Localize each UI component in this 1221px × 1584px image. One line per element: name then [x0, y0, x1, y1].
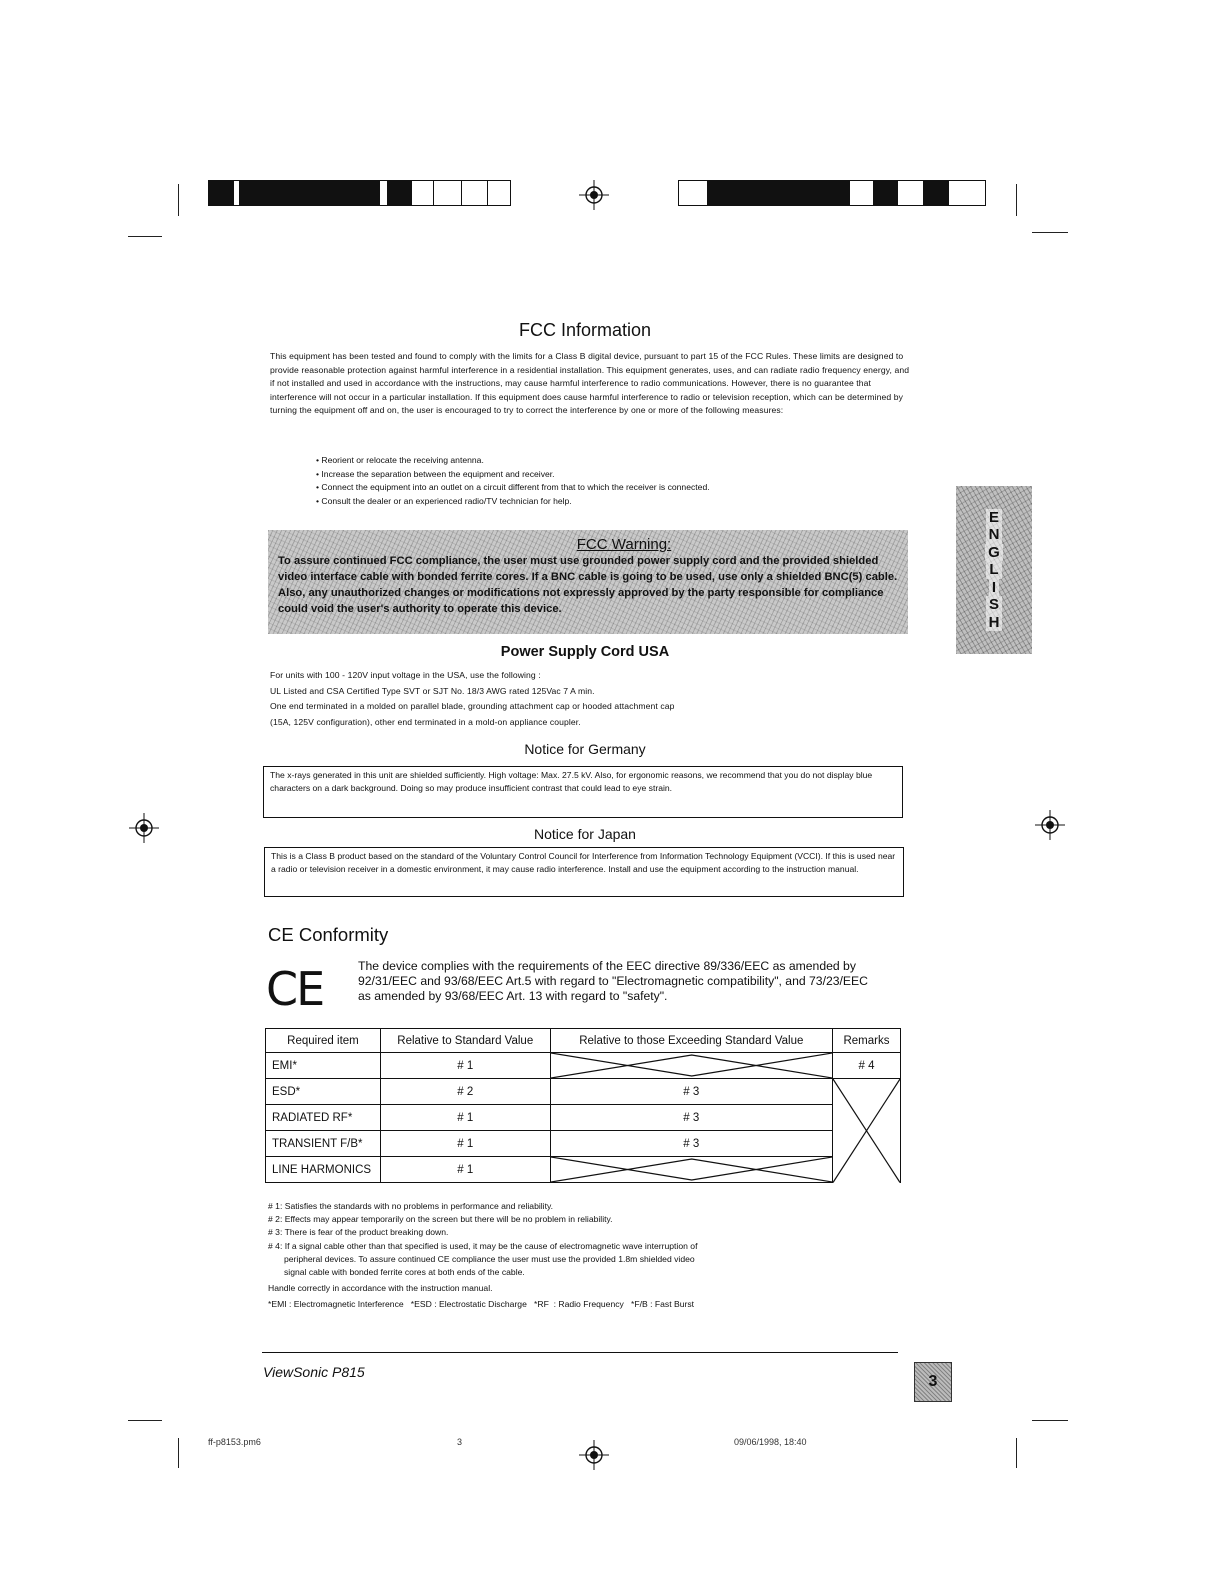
fcc-warning-title: FCC Warning: — [576, 536, 672, 553]
table-header: Relative to Standard Value — [380, 1029, 550, 1053]
side-tab-letter: S — [986, 596, 1002, 614]
footer-divider — [262, 1352, 898, 1353]
ce-text: The device complies with the requirements of the EEC directive 89/336/EEC as amended by 92/31/EEC and 93/68/EEC Art.5 with regard to "Electromagnetic compatibility", and 73/23/EEC as amended by 93/68/EEC Art. 13 with regard to "safety". — [358, 959, 868, 1003]
list-item: • Consult the dealer or an experienced radio/TV technician for help. — [316, 495, 896, 509]
table-cell: # 4 — [833, 1053, 901, 1079]
table-cell: # 3 — [550, 1131, 832, 1157]
germany-title: Notice for Germany — [524, 741, 646, 757]
abbreviations: *EMI : Electromagnetic Interference *ESD : Electrostatic Discharge *RF : Radio Frequency *F/B : Fast Burst — [268, 1299, 695, 1310]
ce-title: CE Conformity — [268, 924, 389, 945]
handle-note: Handle correctly in accordance with the instruction manual. — [268, 1283, 493, 1294]
table-row — [266, 1079, 901, 1105]
note-item: peripheral devices. To assure continued CE compliance the user must use the provided 1.8m shielded video — [284, 1253, 695, 1264]
side-tab-letter: I — [989, 579, 999, 597]
crop-mark — [1032, 232, 1068, 233]
japan-notice-box: This is a Class B product based on the standard of the Voluntary Control Council for Interference from Information Technology Equipment (VCCI). If this is used near a radio or television receiver in a domestic environment, it may cause radio interference. Install and use the equipment according to the instruction manual. — [264, 847, 904, 897]
not-applicable-cell — [833, 1079, 901, 1183]
power-line: (15A, 125V configuration), other end terminated in a mold-on appliance coupler. — [270, 716, 581, 727]
table-header-row — [266, 1029, 901, 1053]
not-applicable-cell — [550, 1053, 832, 1079]
registration-target-icon — [579, 1440, 609, 1470]
fcc-measures-list — [316, 454, 896, 508]
table-header: Remarks — [833, 1029, 901, 1053]
crop-mark — [178, 184, 179, 216]
japan-title: Notice for Japan — [534, 826, 636, 842]
note-item: # 3: There is fear of the product breaking down. — [268, 1227, 449, 1238]
fcc-warning-text: To assure continued FCC compliance, the user must use grounded power supply cord and the provided shielded video interface cable with bonded ferrite cores. If a BNC cable is going to be used, use only a shielded BNC(5) cable. Also, any unauthorized changes or modifications not expressly approved by the party responsible for compliance could void the user's authority to operate this device. — [278, 555, 898, 615]
list-item: • Reorient or relocate the receiving antenna. — [316, 454, 896, 468]
table-cell: EMI* — [266, 1053, 381, 1079]
crop-mark — [1032, 1420, 1068, 1421]
registration-target-icon — [1035, 810, 1065, 840]
table-row — [266, 1053, 901, 1079]
not-applicable-cell — [550, 1157, 832, 1183]
crop-mark — [128, 1420, 162, 1421]
list-item: • Connect the equipment into an outlet on a circuit different from that to which the receiver is connected. — [316, 481, 896, 495]
side-tab-letter: N — [986, 526, 1003, 544]
list-item: • Increase the separation between the equipment and receiver. — [316, 468, 896, 482]
crop-mark — [128, 236, 162, 237]
language-tab-english — [956, 486, 1032, 654]
ce-logo: CE — [266, 962, 324, 1016]
table-cell: # 2 — [380, 1079, 550, 1105]
table-cell: # 1 — [380, 1131, 550, 1157]
slug-date: 09/06/1998, 18:40 — [734, 1437, 807, 1447]
power-line: One end terminated in a molded on parallel blade, grounding attachment cap or hooded attachment cap — [270, 701, 675, 711]
table-row — [266, 1105, 901, 1131]
registration-bar-right — [678, 180, 986, 206]
brand-model: ViewSonic P815 — [263, 1364, 365, 1380]
table-cell: TRANSIENT F/B* — [266, 1131, 381, 1157]
fcc-warning-box — [268, 530, 908, 634]
registration-target-icon — [579, 180, 609, 210]
table-cell: # 1 — [380, 1105, 550, 1131]
table-cell: # 3 — [550, 1105, 832, 1131]
fcc-intro: This equipment has been tested and found to comply with the limits for a Class B digital device, pursuant to part 15 of the FCC Rules. These limits are designed to provide reasonable protection against harmful interference in a residential installation. This equipment generates, uses, and can radiate radio frequency energy, and if not installed and used in accordance with the instructions, may cause harmful interference to radio communications. However, there is no guarantee that interference will not occur in a particular installation. If this equipment does cause harmful interference to radio or television reception, which can be determined by turning the equipment off and on, the user is encouraged to try to correct the interference by one or more of the following measures: — [270, 351, 910, 416]
side-tab-letter: L — [986, 561, 1001, 579]
note-item: # 4: If a signal cable other than that specified is used, it may be the cause of electromagnetic wave interruption of — [268, 1240, 698, 1251]
registration-target-icon — [129, 813, 159, 843]
table-cell: # 3 — [550, 1079, 832, 1105]
note-item: # 1: Satisfies the standards with no problems in performance and reliability. — [268, 1201, 554, 1211]
table-cell: ESD* — [266, 1079, 381, 1105]
power-line: For units with 100 - 120V input voltage in the USA, use the following : — [270, 670, 541, 680]
note-item: signal cable with bonded ferrite cores at both ends of the cable. — [284, 1267, 525, 1278]
table-cell: RADIATED RF* — [266, 1105, 381, 1131]
crop-mark — [178, 1438, 179, 1468]
page-number: 3 — [914, 1362, 952, 1402]
table-cell: # 1 — [380, 1157, 550, 1183]
power-title: Power Supply Cord USA — [500, 644, 670, 660]
ce-notes — [268, 1200, 888, 1312]
ce-table — [265, 1028, 901, 1183]
table-header: Relative to those Exceeding Standard Value — [550, 1029, 832, 1053]
note-item: # 2: Effects may appear temporarily on the screen but there will be no problem in reliability. — [268, 1214, 613, 1225]
registration-bar-left — [208, 180, 511, 206]
table-row — [266, 1131, 901, 1157]
crop-mark — [1016, 1438, 1017, 1468]
table-cell: LINE HARMONICS — [266, 1157, 381, 1183]
side-tab-letter: H — [986, 614, 1003, 632]
table-header: Required item — [266, 1029, 381, 1053]
slug-page: 3 — [457, 1437, 463, 1447]
crop-mark — [1016, 184, 1017, 216]
fcc-title: FCC Information — [518, 320, 652, 340]
power-line: UL Listed and CSA Certified Type SVT or SJT No. 18/3 AWG rated 125Vac 7 A min. — [270, 685, 595, 696]
side-tab-letter: E — [986, 509, 1002, 527]
table-cell: # 1 — [380, 1053, 550, 1079]
germany-notice-box: The x-rays generated in this unit are shielded sufficiently. High voltage: Max. 27.5 kV. Also, for ergonomic reasons, we recommend that you do not display blue characters on a dark background. Doing so may produce insufficient contrast that could lead to eye strain. — [263, 766, 903, 818]
table-row — [266, 1157, 901, 1183]
slug-filename: ff-p8153.pm6 — [208, 1437, 261, 1447]
power-text — [270, 668, 910, 730]
side-tab-letter: G — [985, 544, 1003, 562]
